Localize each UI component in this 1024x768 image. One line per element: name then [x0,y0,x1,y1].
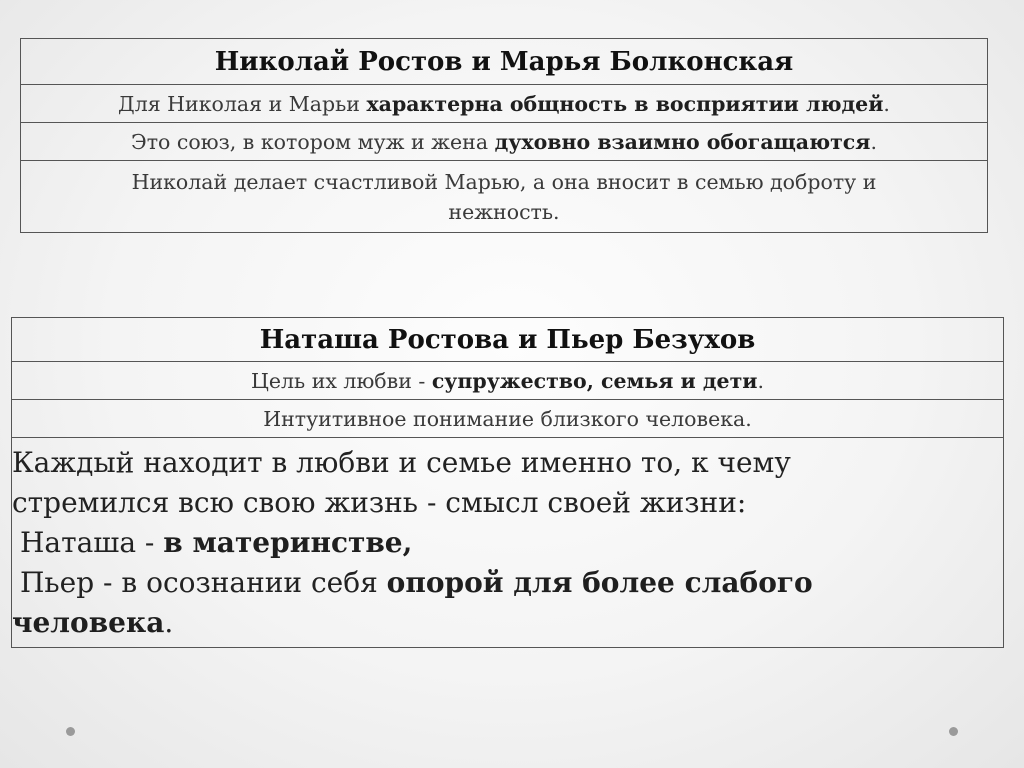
row-text-line-2: нежность. [448,199,560,224]
table2-title: Наташа Ростова и Пьер Безухов [12,318,1004,362]
decorative-dot-right [949,727,958,736]
row-text-line-1: Николай делает счастливой Марью, а она вносит в семью доброту и [131,169,877,194]
summary-line-2: стремился всю свою жизнь - смысл своей жизни: [12,485,747,519]
table2-row-2: Интуитивное понимание близкого человека. [12,400,1004,438]
table2-row-3 [12,438,1004,648]
table-rostov-bolkonskaya [20,38,988,233]
summary-natasha [12,523,1003,563]
row-text: Цель их любви - [250,368,432,393]
row-bold-text: характерна общность в восприятии людей [366,91,884,116]
natasha-text: Наташа - [20,525,164,559]
pierre-bold-text-2: человека [12,605,165,639]
pierre-text-end: . [164,605,174,639]
pierre-text: Пьер - в осознании себя [20,565,387,599]
row-text: Это союз, в котором муж и жена [131,129,495,154]
table2-row-1 [12,362,1004,400]
natasha-bold-text: в материнстве, [163,525,413,559]
decorative-dot-left [66,727,75,736]
row-text: Для Николая и Марьи [118,91,367,116]
row-text-end: . [883,91,890,116]
row-bold-text: духовно взаимно обогащаются [494,129,871,154]
table1-row-2 [21,123,988,161]
table-natasha-pierre [11,317,1004,648]
pierre-bold-text: опорой для более слабого [386,565,813,599]
row-bold-text: супружество, семья и дети [431,368,758,393]
table1-row-3 [21,161,988,233]
summary-pierre-cont [12,603,1003,643]
summary-line-1: Каждый находит в любви и семье именно то, к чему [12,445,791,479]
row-text-end: . [757,368,765,393]
summary-pierre [12,563,1003,603]
row-text-end: . [870,129,877,154]
table1-title: Николай Ростов и Марья Болконская [21,39,988,85]
table1-row-1 [21,85,988,123]
